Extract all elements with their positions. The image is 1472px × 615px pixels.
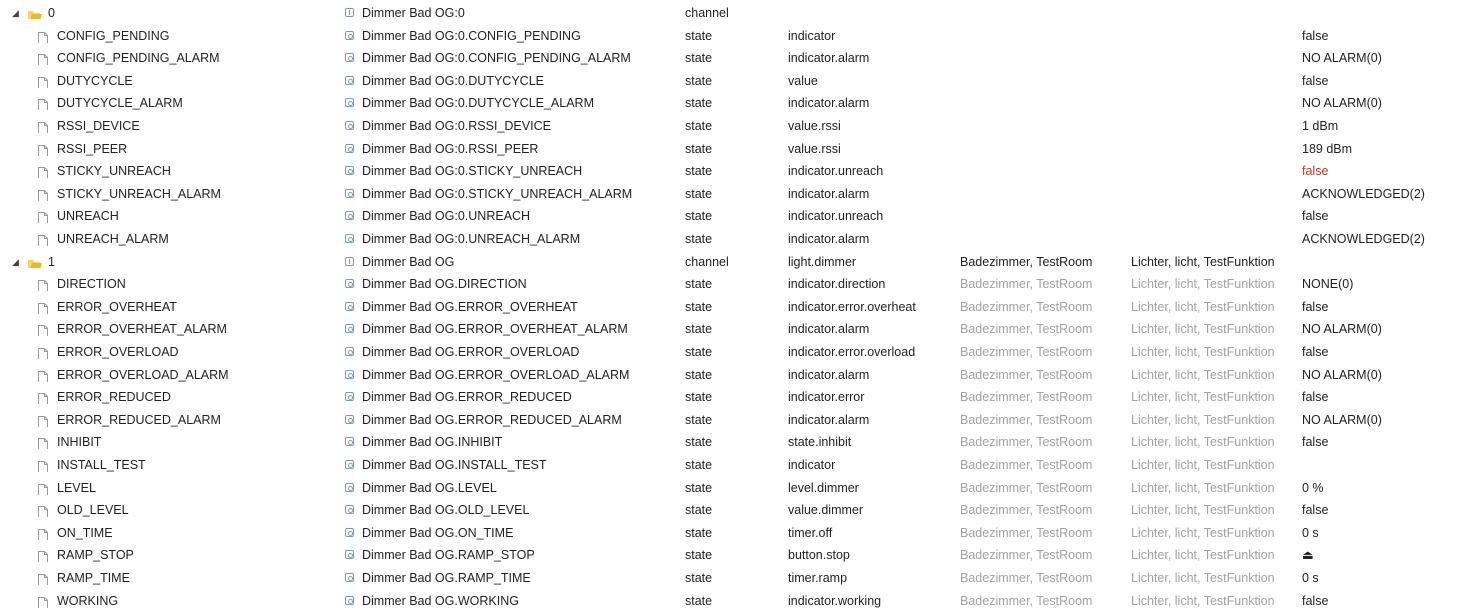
object-value <box>1302 2 1472 25</box>
object-function: Lichter, licht, TestFunktion <box>1131 435 1275 450</box>
object-id: RAMP_STOP <box>57 548 134 563</box>
object-type: state <box>685 164 713 179</box>
object-id: DUTYCYCLE <box>57 73 133 88</box>
object-function: Lichter, licht, TestFunktion <box>1131 548 1275 563</box>
object-room: Badezimmer, TestRoom <box>960 593 1093 608</box>
object-name <box>345 590 675 613</box>
object-value[interactable]: 1 dBm <box>1302 119 1339 133</box>
object-name-text: Dimmer Bad OG:0.RSSI_DEVICE <box>362 119 551 133</box>
object-id: ON_TIME <box>57 525 113 540</box>
object-name-text: Dimmer Bad OG.RAMP_STOP <box>362 548 535 563</box>
object-function <box>1131 160 1296 183</box>
object-value[interactable]: 0 s <box>1302 525 1319 540</box>
object-room <box>960 183 1125 206</box>
object-function: Lichter, licht, TestFunktion <box>1131 322 1275 337</box>
file-icon <box>38 595 48 608</box>
object-id: STICKY_UNREACH_ALARM <box>57 186 221 201</box>
object-id: WORKING <box>57 593 119 608</box>
file-icon <box>38 301 48 314</box>
object-role: indicator.direction <box>788 277 886 292</box>
state-type-icon <box>345 234 354 243</box>
object-value[interactable]: false <box>1302 299 1329 314</box>
object-room: Badezimmer, TestRoom <box>960 345 1093 359</box>
object-room <box>960 205 1125 228</box>
object-name-text: Dimmer Bad OG.ERROR_OVERLOAD_ALARM <box>362 367 630 382</box>
state-type-icon <box>345 121 354 130</box>
state-row[interactable] <box>0 567 1472 590</box>
object-room: Badezimmer, TestRoom <box>960 435 1093 450</box>
object-name-text: Dimmer Bad OG:0.DUTYCYCLE_ALARM <box>362 96 595 111</box>
object-function <box>1131 92 1296 115</box>
object-room: Badezimmer, TestRoom <box>960 480 1093 495</box>
object-value[interactable]: NO ALARM(0) <box>1302 51 1382 66</box>
object-function: Lichter, licht, TestFunktion <box>1131 299 1275 314</box>
object-name <box>345 228 675 251</box>
object-id: STICKY_UNREACH <box>57 164 171 179</box>
state-row[interactable] <box>0 228 1472 251</box>
object-name <box>345 341 675 364</box>
object-value[interactable]: NO ALARM(0) <box>1302 367 1382 382</box>
state-type-icon <box>345 166 354 175</box>
object-function <box>1131 228 1296 251</box>
state-row[interactable] <box>0 431 1472 454</box>
object-name <box>345 318 675 341</box>
object-room: Badezimmer, TestRoom <box>960 367 1093 382</box>
object-name-text: Dimmer Bad OG.ERROR_OVERHEAT_ALARM <box>362 322 628 337</box>
object-name-text: Dimmer Bad OG.DIRECTION <box>362 277 527 292</box>
file-icon <box>38 188 48 201</box>
state-type-icon <box>345 279 354 288</box>
object-name-text: Dimmer Bad OG:0.UNREACH_ALARM <box>362 232 581 246</box>
object-role: indicator.unreach <box>788 209 884 224</box>
object-type: state <box>685 571 713 585</box>
object-name-text: Dimmer Bad OG <box>362 254 455 269</box>
object-function <box>1131 25 1296 48</box>
state-row[interactable] <box>0 70 1472 93</box>
object-room <box>960 25 1125 48</box>
object-room <box>960 92 1125 115</box>
object-value[interactable]: false <box>1302 73 1329 88</box>
object-role: level.dimmer <box>788 480 859 495</box>
object-value[interactable]: false <box>1302 345 1329 359</box>
object-role: value <box>788 73 818 88</box>
object-role: indicator.error <box>788 390 865 405</box>
state-type-icon <box>345 528 354 537</box>
object-name-text: Dimmer Bad OG.ERROR_REDUCED_ALARM <box>362 412 622 427</box>
object-type: state <box>685 232 713 246</box>
object-name-text: Dimmer Bad OG.ERROR_REDUCED <box>362 390 572 405</box>
object-role: value.dimmer <box>788 503 864 518</box>
object-type: state <box>685 186 713 201</box>
object-role: indicator.error.overheat <box>788 299 916 314</box>
state-row[interactable] <box>0 160 1472 183</box>
state-row[interactable] <box>0 544 1472 567</box>
object-type: state <box>685 480 713 495</box>
object-name-text: Dimmer Bad OG.INHIBIT <box>362 435 503 450</box>
object-role: indicator.alarm <box>788 186 870 201</box>
object-id: DUTYCYCLE_ALARM <box>57 96 183 111</box>
state-row[interactable] <box>0 273 1472 296</box>
object-id: UNREACH <box>57 209 119 224</box>
object-type: state <box>685 299 713 314</box>
state-row[interactable] <box>0 47 1472 70</box>
object-name <box>345 567 675 590</box>
object-name <box>345 205 675 228</box>
state-type-icon <box>345 211 354 220</box>
object-value[interactable] <box>1302 454 1472 477</box>
state-type-icon <box>345 392 354 401</box>
object-name <box>345 2 675 25</box>
object-role: indicator.alarm <box>788 412 870 427</box>
object-value[interactable]: NO ALARM(0) <box>1302 322 1382 337</box>
object-role: indicator.alarm <box>788 232 870 246</box>
channel-type-icon <box>345 8 354 17</box>
object-value <box>1302 251 1472 274</box>
object-function <box>1131 183 1296 206</box>
object-room: Badezimmer, TestRoom <box>960 525 1093 540</box>
file-icon <box>38 572 48 585</box>
object-name-text: Dimmer Bad OG:0.UNREACH <box>362 209 531 224</box>
state-row[interactable] <box>0 477 1472 500</box>
object-room <box>960 47 1125 70</box>
state-row[interactable] <box>0 590 1472 613</box>
object-type: state <box>685 367 713 382</box>
object-function <box>1131 2 1296 25</box>
object-function <box>1131 70 1296 93</box>
state-row[interactable] <box>0 183 1472 206</box>
object-role: indicator.alarm <box>788 367 870 382</box>
object-type: state <box>685 435 713 450</box>
object-function: Lichter, licht, TestFunktion <box>1131 593 1275 608</box>
object-room <box>960 115 1125 138</box>
object-name <box>345 386 675 409</box>
object-name <box>345 477 675 500</box>
state-type-icon <box>345 189 354 198</box>
state-type-icon <box>345 31 354 40</box>
object-name <box>345 499 675 522</box>
object-room: Badezimmer, TestRoom <box>960 299 1093 314</box>
folder-icon <box>28 7 42 19</box>
object-room <box>960 138 1125 161</box>
object-role: indicator.unreach <box>788 164 884 179</box>
state-row[interactable] <box>0 364 1472 387</box>
object-id: UNREACH_ALARM <box>57 232 169 246</box>
object-name <box>345 273 675 296</box>
object-room <box>960 160 1125 183</box>
object-id: 0 <box>48 6 55 20</box>
object-type: state <box>685 209 713 224</box>
state-type-icon <box>345 302 354 311</box>
file-icon <box>38 323 48 336</box>
object-role: indicator.alarm <box>788 51 870 66</box>
object-name <box>345 544 675 567</box>
object-function: Lichter, licht, TestFunktion <box>1131 412 1275 427</box>
object-value[interactable]: NO ALARM(0) <box>1302 412 1382 427</box>
object-function <box>1131 47 1296 70</box>
state-type-icon <box>345 550 354 559</box>
object-function: Lichter, licht, TestFunktion <box>1131 277 1275 292</box>
collapse-toggle-icon[interactable]: ◢ <box>12 8 19 18</box>
folder-icon <box>28 256 42 268</box>
object-name-text: Dimmer Bad OG:0 <box>362 6 465 20</box>
state-type-icon <box>345 460 354 469</box>
object-function: Lichter, licht, TestFunktion <box>1131 367 1275 382</box>
object-name <box>345 431 675 454</box>
object-name <box>345 25 675 48</box>
object-value[interactable]: false <box>1302 164 1329 179</box>
file-icon <box>38 143 48 156</box>
file-icon <box>38 30 48 43</box>
object-type: state <box>685 28 713 43</box>
state-row[interactable] <box>0 115 1472 138</box>
object-name <box>345 70 675 93</box>
object-id: ERROR_REDUCED_ALARM <box>57 412 221 427</box>
object-id: CONFIG_PENDING_ALARM <box>57 51 220 66</box>
state-type-icon <box>345 437 354 446</box>
object-room: Badezimmer, TestRoom <box>960 503 1093 518</box>
object-type: state <box>685 322 713 337</box>
file-icon <box>38 414 48 427</box>
object-name-text: Dimmer Bad OG.OLD_LEVEL <box>362 503 530 518</box>
state-type-icon <box>345 573 354 582</box>
object-type: state <box>685 503 713 518</box>
object-type: state <box>685 525 713 540</box>
object-id: ERROR_REDUCED <box>57 390 171 405</box>
object-id: INSTALL_TEST <box>57 458 146 472</box>
state-row[interactable] <box>0 138 1472 161</box>
object-room: Badezimmer, TestRoom <box>960 277 1093 292</box>
state-row[interactable] <box>0 522 1472 545</box>
object-value[interactable]: false <box>1302 435 1329 450</box>
state-row[interactable] <box>0 25 1472 48</box>
channel-row[interactable] <box>0 2 1472 25</box>
object-room: Badezimmer, TestRoom <box>960 571 1093 585</box>
file-icon <box>38 165 48 178</box>
object-function: Lichter, licht, TestFunktion <box>1131 525 1275 540</box>
file-icon <box>38 52 48 65</box>
file-icon <box>38 233 48 246</box>
file-icon <box>38 369 48 382</box>
object-type: channel <box>685 254 729 269</box>
object-role: indicator.alarm <box>788 96 870 111</box>
object-type: state <box>685 141 713 156</box>
file-icon <box>38 346 48 359</box>
object-function: Lichter, licht, TestFunktion <box>1131 458 1275 472</box>
object-name-text: Dimmer Bad OG:0.CONFIG_PENDING_ALARM <box>362 51 631 66</box>
object-role: value.rssi <box>788 141 841 156</box>
object-value[interactable]: false <box>1302 209 1329 224</box>
object-room <box>960 228 1125 251</box>
object-role: indicator <box>788 28 836 43</box>
file-icon <box>38 549 48 562</box>
state-row[interactable] <box>0 409 1472 432</box>
object-type: state <box>685 345 713 359</box>
object-id: RSSI_PEER <box>57 141 128 156</box>
object-room: Badezimmer, TestRoom <box>960 390 1093 405</box>
object-value[interactable]: ⏏ <box>1302 548 1314 563</box>
state-type-icon <box>345 415 354 424</box>
object-name <box>345 92 675 115</box>
object-value[interactable]: NO ALARM(0) <box>1302 96 1382 111</box>
object-name-text: Dimmer Bad OG:0.CONFIG_PENDING <box>362 28 581 43</box>
file-icon <box>38 504 48 517</box>
file-icon <box>38 391 48 404</box>
object-type: state <box>685 51 713 66</box>
object-room: Badezimmer, TestRoom <box>960 458 1093 472</box>
object-name-text: Dimmer Bad OG:0.DUTYCYCLE <box>362 73 544 88</box>
object-room: Badezimmer, TestRoom <box>960 412 1093 427</box>
object-role: timer.ramp <box>788 571 848 585</box>
object-id: ERROR_OVERLOAD <box>57 345 179 359</box>
state-type-icon <box>345 144 354 153</box>
state-row[interactable] <box>0 341 1472 364</box>
object-value[interactable]: ACKNOWLEDGED(2) <box>1302 186 1425 201</box>
object-name <box>345 522 675 545</box>
object-type: state <box>685 458 713 472</box>
channel-type-icon <box>345 257 354 266</box>
state-type-icon <box>345 324 354 333</box>
file-icon <box>38 459 48 472</box>
object-name-text: Dimmer Bad OG.INSTALL_TEST <box>362 458 547 472</box>
state-type-icon <box>345 370 354 379</box>
object-type: state <box>685 548 713 563</box>
file-icon <box>38 97 48 110</box>
file-icon <box>38 482 48 495</box>
object-id: ERROR_OVERLOAD_ALARM <box>57 367 229 382</box>
object-name <box>345 183 675 206</box>
state-type-icon <box>345 347 354 356</box>
object-role: button.stop <box>788 548 850 563</box>
object-name-text: Dimmer Bad OG.LEVEL <box>362 480 497 495</box>
object-room: Badezimmer, TestRoom <box>960 322 1093 337</box>
state-row[interactable] <box>0 205 1472 228</box>
object-name <box>345 296 675 319</box>
object-id: 1 <box>48 254 55 269</box>
object-id: CONFIG_PENDING <box>57 28 170 43</box>
object-value[interactable]: NONE(0) <box>1302 277 1354 292</box>
object-id: RAMP_TIME <box>57 571 130 585</box>
object-value[interactable]: ACKNOWLEDGED(2) <box>1302 232 1425 246</box>
object-name <box>345 160 675 183</box>
file-icon <box>38 75 48 88</box>
object-id: RSSI_DEVICE <box>57 119 140 133</box>
object-name-text: Dimmer Bad OG:0.RSSI_PEER <box>362 141 539 156</box>
object-role: timer.off <box>788 525 833 540</box>
object-role: state.inhibit <box>788 435 852 450</box>
object-role: indicator.alarm <box>788 322 870 337</box>
object-function: Lichter, licht, TestFunktion <box>1131 480 1275 495</box>
state-type-icon <box>345 483 354 492</box>
object-type: state <box>685 96 713 111</box>
object-function: Lichter, licht, TestFunktion <box>1131 390 1275 405</box>
object-name-text: Dimmer Bad OG.ON_TIME <box>362 525 514 540</box>
object-name <box>345 251 675 274</box>
object-value[interactable]: false <box>1302 390 1329 405</box>
object-role <box>788 2 953 25</box>
state-row[interactable] <box>0 499 1472 522</box>
object-role: indicator <box>788 458 836 472</box>
file-icon <box>38 120 48 133</box>
state-row[interactable] <box>0 296 1472 319</box>
object-function: Lichter, licht, TestFunktion <box>1131 345 1275 359</box>
object-name <box>345 115 675 138</box>
file-icon <box>38 527 48 540</box>
object-role: value.rssi <box>788 119 841 133</box>
object-type: state <box>685 412 713 427</box>
object-name <box>345 364 675 387</box>
state-row[interactable] <box>0 386 1472 409</box>
object-type: state <box>685 390 713 405</box>
object-id: OLD_LEVEL <box>57 503 129 518</box>
object-id: LEVEL <box>57 480 96 495</box>
object-role: indicator.working <box>788 593 882 608</box>
object-room <box>960 2 1125 25</box>
object-name-text: Dimmer Bad OG.ERROR_OVERLOAD <box>362 345 580 359</box>
object-value[interactable]: false <box>1302 503 1329 518</box>
state-row[interactable] <box>0 92 1472 115</box>
object-name-text: Dimmer Bad OG.RAMP_TIME <box>362 571 531 585</box>
object-name-text: Dimmer Bad OG.ERROR_OVERHEAT <box>362 299 578 314</box>
object-role: light.dimmer <box>788 254 857 269</box>
object-id: INHIBIT <box>57 435 102 450</box>
object-name-text: Dimmer Bad OG:0.STICKY_UNREACH <box>362 164 583 179</box>
object-value[interactable]: 0 s <box>1302 571 1319 585</box>
state-type-icon <box>345 76 354 85</box>
state-row[interactable] <box>0 454 1472 477</box>
object-type: state <box>685 73 713 88</box>
object-role: indicator.error.overload <box>788 345 916 359</box>
object-name-text: Dimmer Bad OG:0.STICKY_UNREACH_ALARM <box>362 186 633 201</box>
object-id: ERROR_OVERHEAT_ALARM <box>57 322 227 337</box>
state-type-icon <box>345 98 354 107</box>
object-type: state <box>685 119 713 133</box>
object-function <box>1131 205 1296 228</box>
object-type: channel <box>685 6 729 20</box>
object-value[interactable]: 0 % <box>1302 480 1324 495</box>
object-name <box>345 47 675 70</box>
object-id: DIRECTION <box>57 277 126 292</box>
object-function: Lichter, licht, TestFunktion <box>1131 503 1275 518</box>
object-value[interactable]: false <box>1302 593 1329 608</box>
object-name-text: Dimmer Bad OG.WORKING <box>362 593 519 608</box>
state-row[interactable] <box>0 318 1472 341</box>
object-type: state <box>685 277 713 292</box>
object-room: Badezimmer, TestRoom <box>960 254 1093 269</box>
state-type-icon <box>345 596 354 605</box>
object-function <box>1131 115 1296 138</box>
file-icon <box>38 278 48 291</box>
file-icon <box>38 210 48 223</box>
object-function: Lichter, licht, TestFunktion <box>1131 571 1275 585</box>
object-name <box>345 454 675 477</box>
object-type: state <box>685 593 713 608</box>
object-function: Lichter, licht, TestFunktion <box>1131 254 1275 269</box>
object-function <box>1131 138 1296 161</box>
object-value[interactable]: false <box>1302 28 1329 43</box>
channel-row[interactable] <box>0 251 1472 274</box>
object-room: Badezimmer, TestRoom <box>960 548 1093 563</box>
state-type-icon <box>345 505 354 514</box>
collapse-toggle-icon[interactable]: ◢ <box>12 256 19 267</box>
object-value[interactable]: 189 dBm <box>1302 141 1353 156</box>
object-name <box>345 138 675 161</box>
object-name <box>345 409 675 432</box>
object-room <box>960 70 1125 93</box>
state-type-icon <box>345 53 354 62</box>
object-id: ERROR_OVERHEAT <box>57 299 177 314</box>
file-icon <box>38 436 48 449</box>
